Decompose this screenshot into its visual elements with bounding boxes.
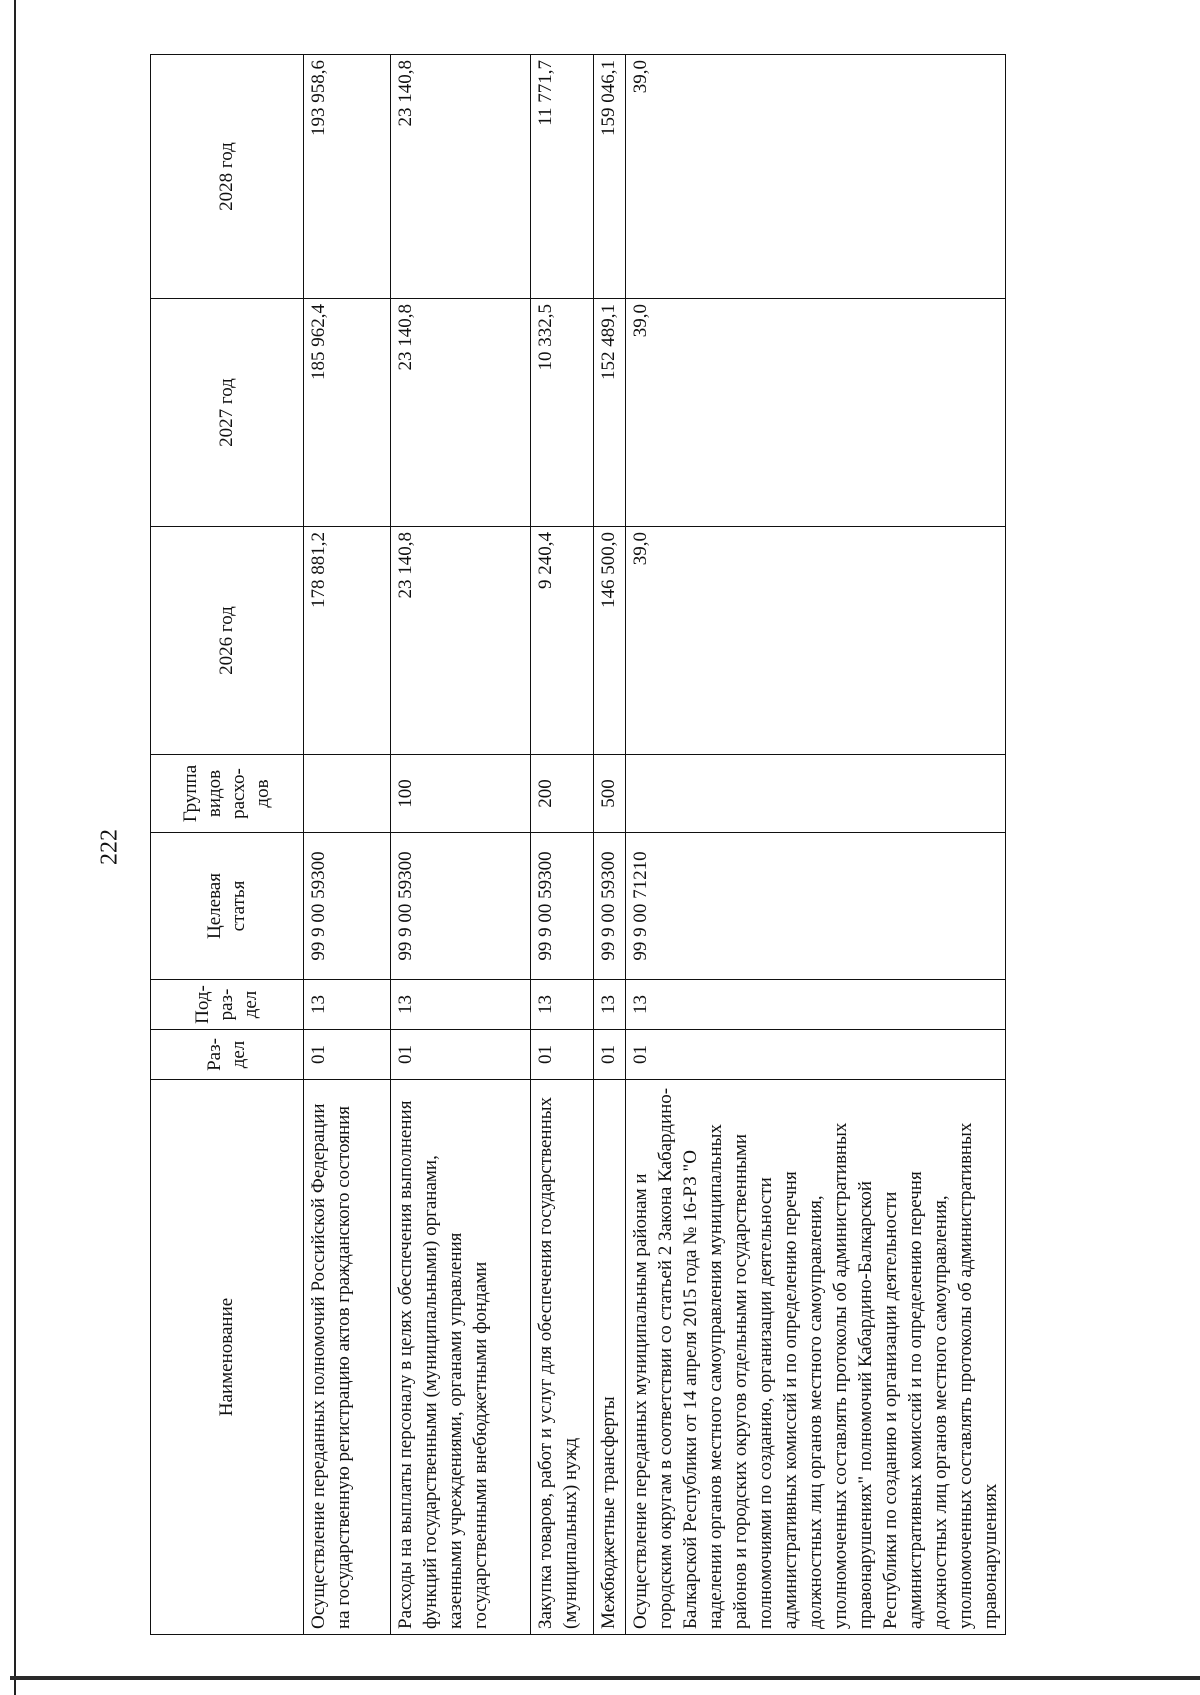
cell-razdel: 01 [626, 1030, 1006, 1080]
header-year-2027: 2027 год [151, 299, 304, 527]
cell-razdel: 01 [531, 1030, 594, 1080]
cell-year-2026: 9 240,4 [531, 527, 594, 755]
cell-year-2027: 23 140,8 [391, 299, 531, 527]
cell-expense-group [304, 755, 391, 833]
cell-year-2027: 185 962,4 [304, 299, 391, 527]
cell-razdel: 01 [594, 1030, 626, 1080]
header-year-2028: 2028 год [151, 55, 304, 299]
cell-expense-group [626, 755, 1006, 833]
page-number: 222 [96, 829, 123, 865]
header-razdel: Раз- дел [151, 1030, 304, 1080]
cell-year-2028: 11 771,7 [531, 55, 594, 299]
cell-name: Осуществление переданных муниципальным районам и городским округам в соответствии со статьей 2 Закона Кабардино-Балкарской Республики от 14 апреля 2015 года № 16-РЗ "О наделении органов местного самоуправления муниципальных районов и городских округов отдельными государственными полномочиями по созданию, организации деятельности административных комиссий и по определению перечня должностных лиц органов местного самоуправления, уполномоченных составлять протоколы об административных правонарушениях" полномочий Кабардино-Балкарской Республики по созданию и организации деятельности административных комиссий и по определению перечня должностных лиц органов местного самоуправления, уполномоченных составлять протоколы об административных правонарушениях [626, 1080, 1006, 1635]
cell-target-article: 99 9 00 59300 [531, 833, 594, 980]
table-row [594, 55, 626, 1635]
cell-year-2027: 10 332,5 [531, 299, 594, 527]
header-row [151, 55, 304, 1635]
cell-podrazdel: 13 [626, 980, 1006, 1030]
cell-year-2028: 193 958,6 [304, 55, 391, 299]
table-row [531, 55, 594, 1635]
cell-year-2026: 178 881,2 [304, 527, 391, 755]
scan-bottom-edge [10, 1676, 1200, 1680]
cell-podrazdel: 13 [594, 980, 626, 1030]
header-podrazdel: Под- раз- дел [151, 980, 304, 1030]
cell-expense-group: 200 [531, 755, 594, 833]
cell-year-2026: 146 500,0 [594, 527, 626, 755]
header-expense-group: Группа видов расхо- дов [151, 755, 304, 833]
cell-podrazdel: 13 [304, 980, 391, 1030]
cell-expense-group: 500 [594, 755, 626, 833]
cell-target-article: 99 9 00 59300 [594, 833, 626, 980]
cell-year-2028: 159 046,1 [594, 55, 626, 299]
header-name: Наименование [151, 1080, 304, 1635]
cell-name: Межбюджетные трансферты [594, 1080, 626, 1635]
scan-left-edge [14, 0, 16, 1695]
cell-target-article: 99 9 00 59300 [304, 833, 391, 980]
cell-year-2028: 23 140,8 [391, 55, 531, 299]
cell-year-2026: 39,0 [626, 527, 1006, 755]
cell-podrazdel: 13 [531, 980, 594, 1030]
cell-year-2026: 23 140,8 [391, 527, 531, 755]
table-row [391, 55, 531, 1635]
cell-expense-group: 100 [391, 755, 531, 833]
cell-year-2027: 152 489,1 [594, 299, 626, 527]
rotated-page-content [150, 55, 1065, 1635]
cell-name: Закупка товаров, работ и услуг для обеспечения государственных (муниципальных) нужд [531, 1080, 594, 1635]
cell-podrazdel: 13 [391, 980, 531, 1030]
cell-target-article: 99 9 00 59300 [391, 833, 531, 980]
cell-razdel: 01 [391, 1030, 531, 1080]
cell-year-2028: 39,0 [626, 55, 1006, 299]
cell-target-article: 99 9 00 71210 [626, 833, 1006, 980]
cell-year-2027: 39,0 [626, 299, 1006, 527]
budget-table [150, 54, 1006, 1635]
header-target-article: Целевая статья [151, 833, 304, 980]
cell-name: Расходы на выплаты персоналу в целях обеспечения выполнения функций государственными (муниципальными) органами, казенными учреждениями, органами управления государственными внебюджетными фондами [391, 1080, 531, 1635]
cell-name: Осуществление переданных полномочий Российской Федерации на государственную регистрацию актов гражданского состояния [304, 1080, 391, 1635]
table-row [626, 55, 1006, 1635]
table-row [304, 55, 391, 1635]
header-year-2026: 2026 год [151, 527, 304, 755]
cell-razdel: 01 [304, 1030, 391, 1080]
